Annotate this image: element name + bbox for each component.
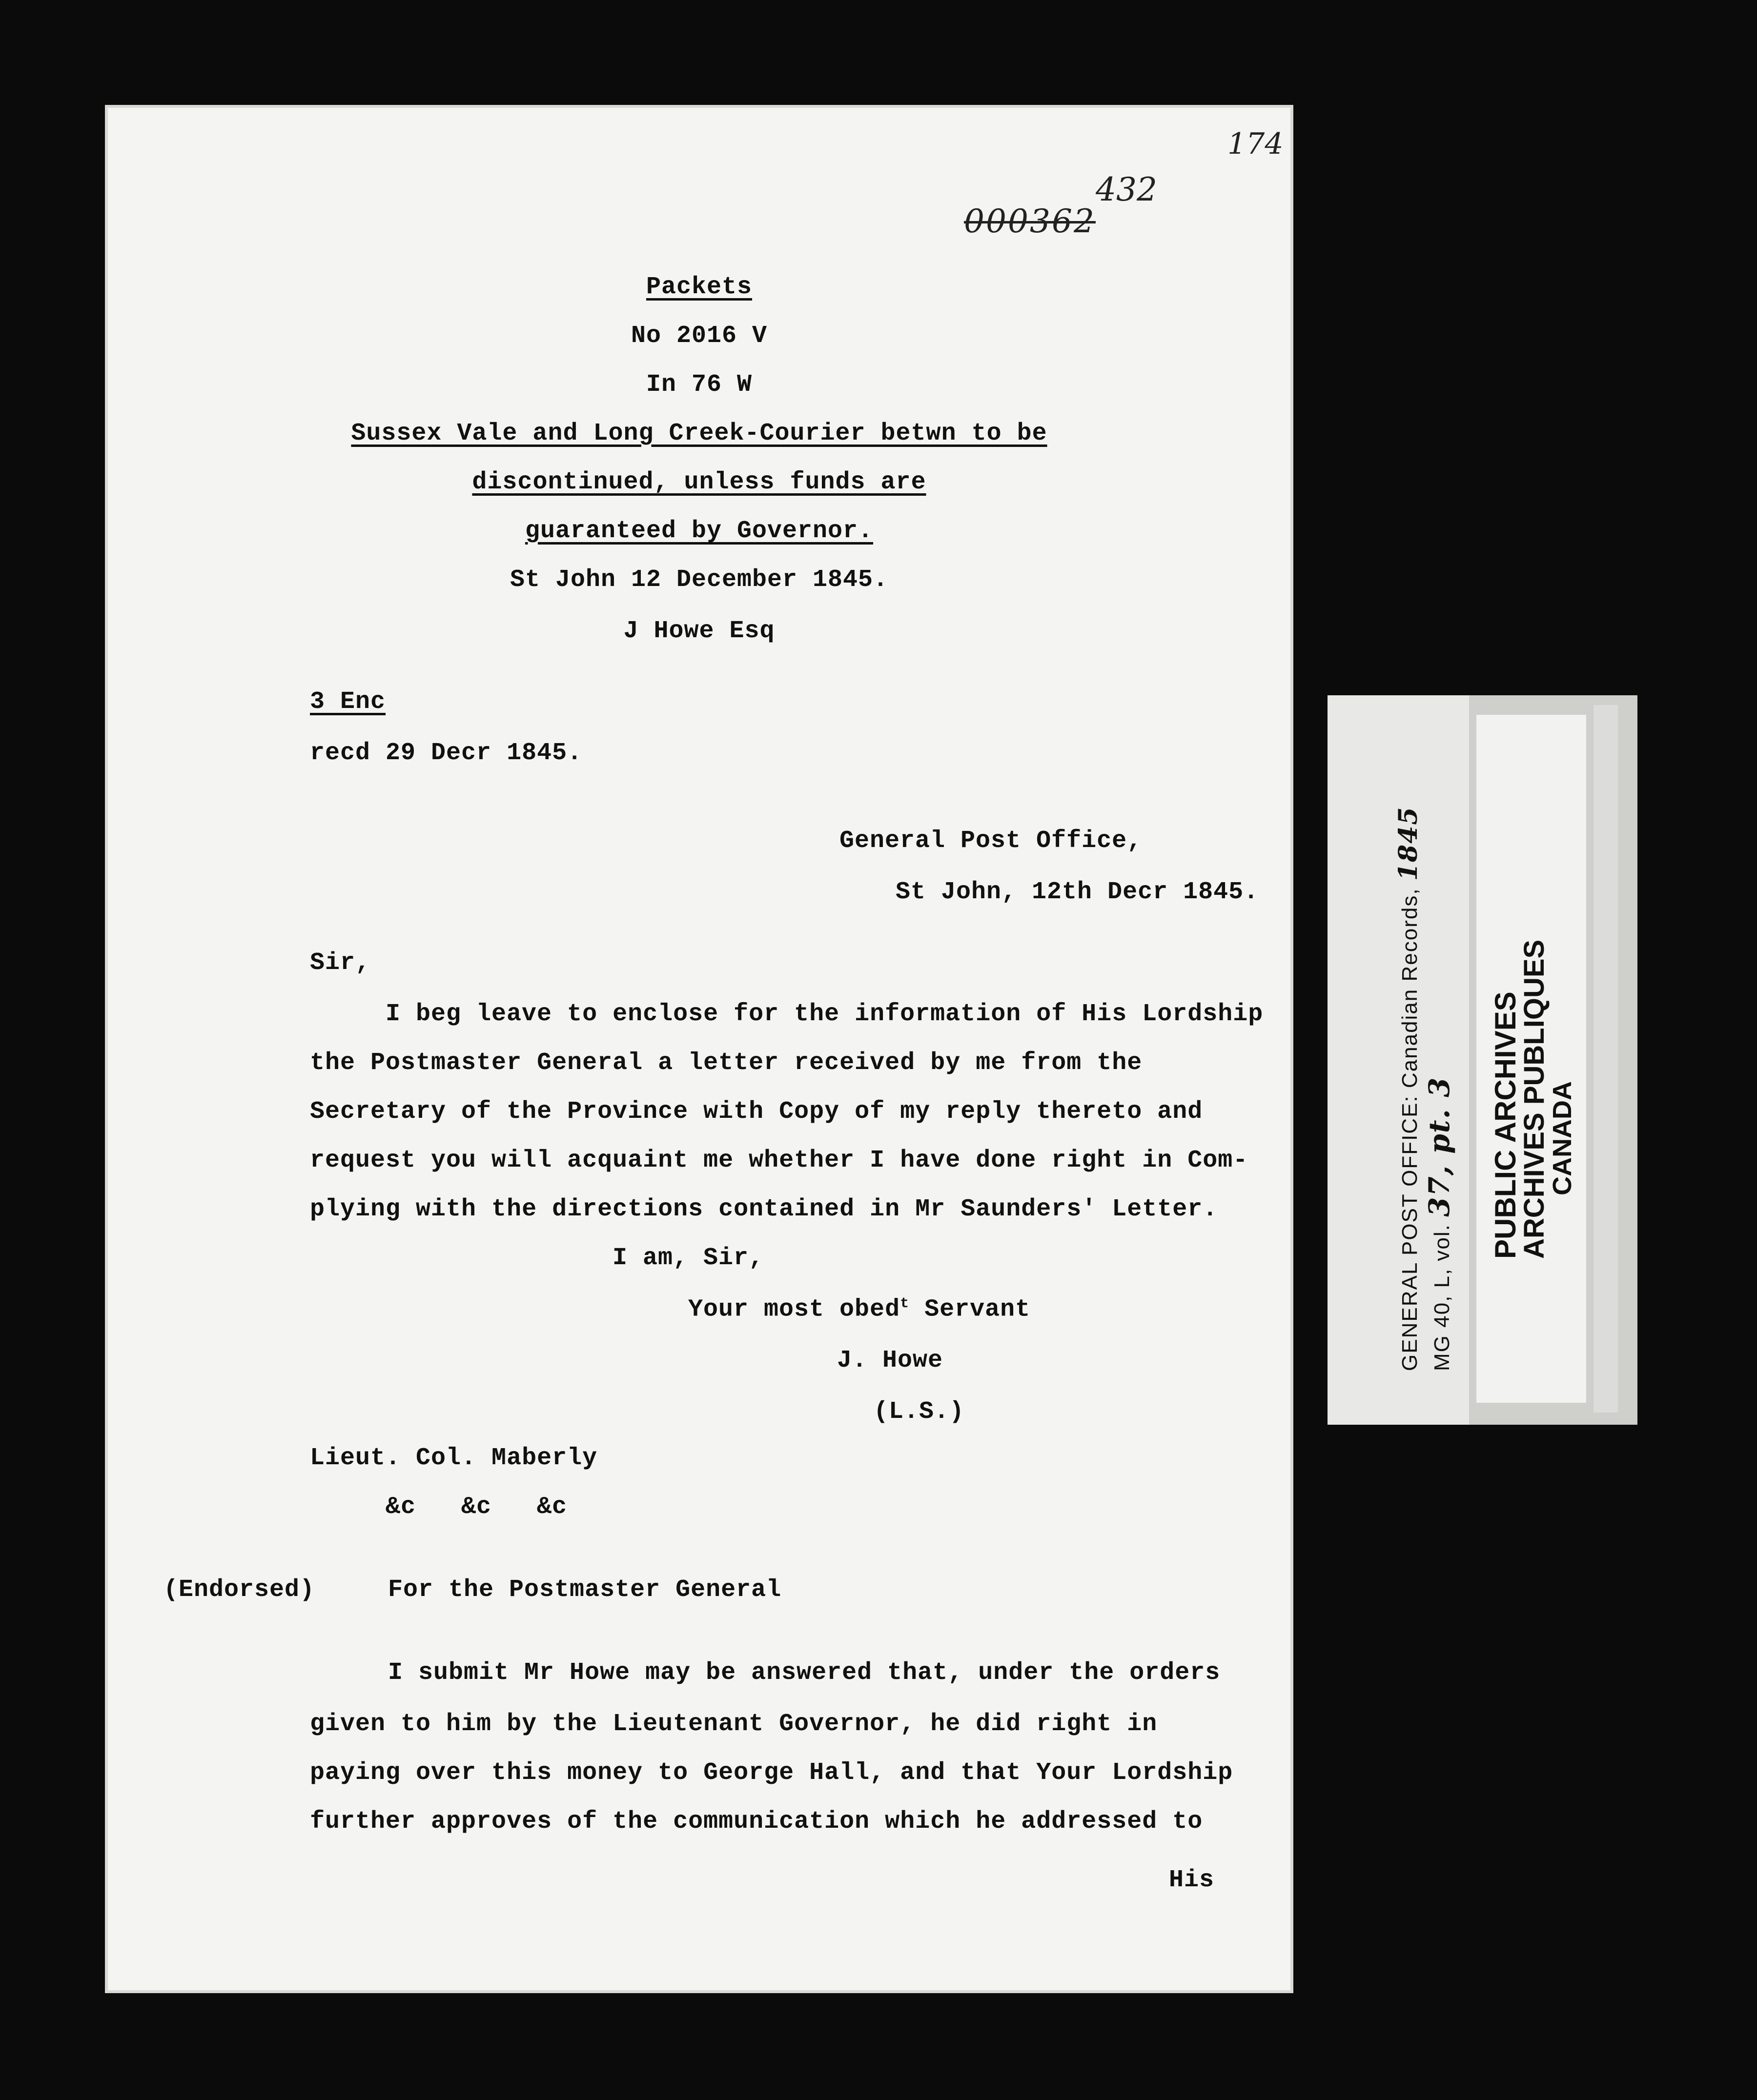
endorsement-line: I submit Mr Howe may be answered that, under the orders xyxy=(388,1659,1221,1687)
stamp-line-3: CANADA xyxy=(1548,1081,1577,1195)
subject-line-2: discontinued, unless funds are xyxy=(472,468,926,496)
body-line: request you will acquaint me whether I have done right in Com- xyxy=(310,1147,1248,1174)
closing-main: Your most obed xyxy=(688,1295,900,1324)
stamp-line-1: PUBLIC ARCHIVES xyxy=(1489,991,1522,1259)
endorsement-line: given to him by the Lieutenant Governor, he did right in xyxy=(310,1710,1158,1738)
folio-number: 174 xyxy=(1227,127,1284,161)
endorsement-line: further approves of the communication which he addressed to xyxy=(310,1808,1203,1836)
stamp-line-2: ARCHIVES PUBLIQUES xyxy=(1518,939,1550,1259)
seal-mark: (L.S.) xyxy=(874,1398,965,1426)
subject-line-3: guaranteed by Governor. xyxy=(525,517,874,545)
label-line-1 xyxy=(1393,806,1423,1371)
heading-in-reference: In 76 W xyxy=(646,371,753,399)
heading-place-date: St John 12 December 1845. xyxy=(510,566,889,594)
letter-date: St John, 12th Decr 1845. xyxy=(896,878,1259,906)
endorsement-line: paying over this money to George Hall, and that Your Lordship xyxy=(310,1759,1233,1787)
body-line: Secretary of the Province with Copy of my reply thereto and xyxy=(310,1098,1203,1126)
enclosures-note: 3 Enc xyxy=(310,688,386,716)
label-line-2-handwritten: 37, pt. 3 xyxy=(1423,1076,1456,1217)
heading-from: J Howe Esq xyxy=(623,617,775,645)
label-edge-band xyxy=(1594,705,1618,1413)
catchword: His xyxy=(1169,1866,1215,1894)
endorsed-recipient: For the Postmaster General xyxy=(388,1576,782,1604)
closing-superscript: t xyxy=(900,1295,910,1312)
label-line-1-printed: GENERAL POST OFFICE: Canadian Records, xyxy=(1398,888,1422,1371)
body-line: the Postmaster General a letter received by me from the xyxy=(310,1049,1143,1077)
heading-number: No 2016 V xyxy=(631,322,768,350)
heading-packets: Packets xyxy=(646,273,753,301)
body-line: plying with the directions contained in Mr Saunders' Letter. xyxy=(310,1195,1218,1223)
label-line-2 xyxy=(1423,1077,1456,1371)
label-line-1-handwritten: 1845 xyxy=(1393,806,1423,881)
addressee-name: Lieut. Col. Maberly xyxy=(310,1444,598,1472)
reference-number-new: 432 xyxy=(1096,171,1157,208)
document-page xyxy=(105,105,1293,1993)
closing-phrase: I am, Sir, xyxy=(613,1244,764,1272)
subject-line-1: Sussex Vale and Long Creek-Courier betwn to be xyxy=(351,420,1047,447)
reference-number-old: 000362 xyxy=(964,202,1096,240)
closing-end: Servant xyxy=(909,1295,1031,1324)
endorsed-label: (Endorsed) xyxy=(163,1576,315,1604)
sender-address: General Post Office, xyxy=(839,827,1143,855)
salutation: Sir, xyxy=(310,949,371,977)
signature: J. Howe xyxy=(837,1347,943,1374)
archive-label xyxy=(1328,695,1637,1425)
received-date: recd 29 Decr 1845. xyxy=(310,739,583,767)
label-line-2-printed: MG 40, L, vol. xyxy=(1430,1224,1454,1371)
body-line: I beg leave to enclose for the information of His Lordship xyxy=(386,1000,1264,1028)
closing-valediction xyxy=(688,1295,1030,1324)
addressee-etc: &c &c &c xyxy=(386,1493,568,1521)
